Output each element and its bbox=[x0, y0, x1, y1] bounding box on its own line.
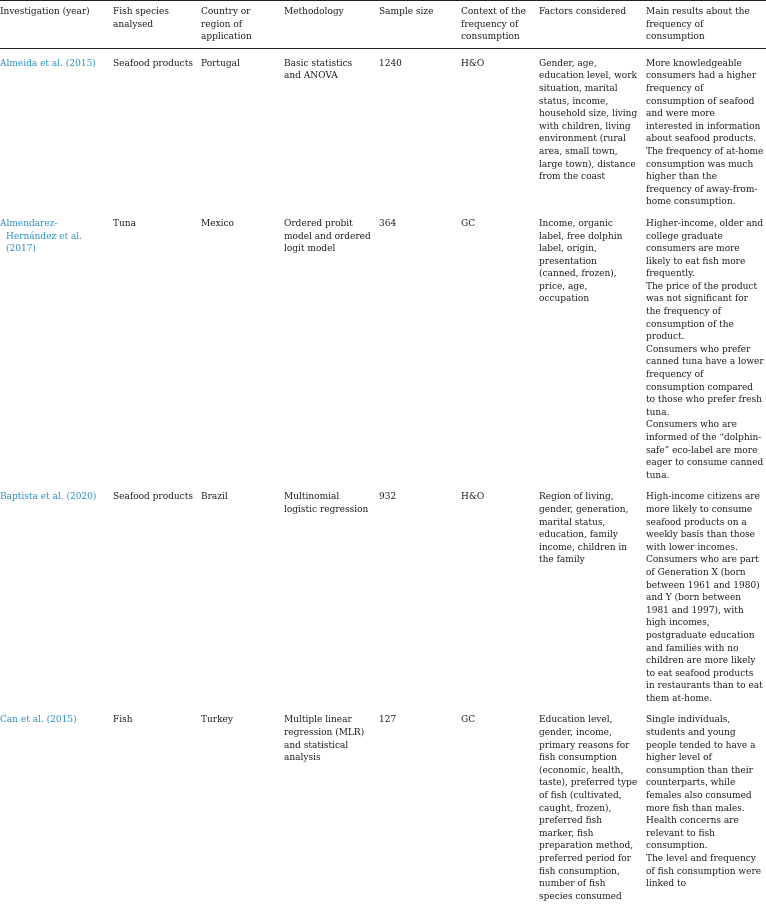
cell-sample-size: 127 bbox=[379, 715, 397, 726]
cell-methodology: Ordered probit model and ordered logit model bbox=[284, 218, 371, 255]
header-investigation: Investigation (year) bbox=[0, 0, 109, 48]
cell-sample-size: 932 bbox=[379, 492, 397, 503]
result-paragraph: Single individuals, students and young people tended to have a higher level of consumption than their counterparts, while females also consumed more fish than males. Health concerns are relevant to fish consumption. bbox=[646, 715, 756, 852]
result-paragraph: Consumers who are part of Generation X (born between 1961 and 1980) and Y (born between 1981 and 1997), with high incomes, postgraduate education and families with no children are more likely to eat seafood products in restaurants than to eat them at-home. bbox=[646, 555, 763, 704]
table-header-row bbox=[0, 0, 766, 48]
header-country: Country or region of application bbox=[197, 0, 280, 48]
cell-reference bbox=[0, 209, 109, 482]
result-paragraph: Consumers who prefer canned tuna have a lower frequency of consumption compared to those who prefer fresh tuna. bbox=[646, 344, 764, 418]
cell-context: H&O bbox=[461, 492, 485, 503]
reference-link[interactable]: Almendarez-Hernández et al. (2017) bbox=[0, 218, 83, 255]
cell-results bbox=[642, 209, 766, 482]
cell-reference bbox=[0, 482, 109, 705]
cell-reference bbox=[0, 48, 109, 209]
cell-country: Brazil bbox=[201, 492, 228, 503]
result-paragraph: High-income citizens are more likely to consume seafood products on a weekly basis than those with lower incomes. bbox=[646, 492, 760, 553]
cell-sample-size: 364 bbox=[379, 218, 397, 229]
table-row bbox=[0, 48, 766, 209]
cell-methodology: Multinomial logistic regression bbox=[284, 492, 369, 515]
header-methodology: Methodology bbox=[280, 0, 375, 48]
header-factors: Factors considered bbox=[535, 0, 642, 48]
result-paragraph: Consumers who are informed of the “dolphin-safe” eco-label are more eager to consume canned tuna. bbox=[646, 420, 764, 481]
cell-country: Portugal bbox=[201, 58, 240, 69]
result-paragraph: More knowledgeable consumers had a higher frequency of consumption of seafood and were more interested in information about seafood products. bbox=[646, 58, 761, 145]
cell-species: Seafood products bbox=[113, 492, 193, 503]
cell-country: Turkey bbox=[201, 715, 233, 726]
cell-methodology: Basic statistics and ANOVA bbox=[284, 58, 353, 82]
cell-country: Mexico bbox=[201, 218, 234, 229]
table-row bbox=[0, 705, 766, 903]
cell-reference bbox=[0, 705, 109, 903]
header-main-results: Main results about the frequency of consumption bbox=[642, 0, 766, 48]
result-paragraph: The price of the product was not significant for the frequency of consumption of the product. bbox=[646, 281, 758, 343]
result-paragraph: The frequency of at-home consumption was much higher than the frequency of away-from-home consumption. bbox=[646, 146, 764, 208]
cell-context: GC bbox=[461, 218, 476, 229]
cell-results bbox=[642, 48, 766, 209]
result-paragraph: The level and frequency of fish consumption were linked to bbox=[646, 854, 762, 890]
cell-methodology: Multiple linear regression (MLR) and statistical analysis bbox=[284, 715, 365, 764]
header-fish-species: Fish species analysed bbox=[109, 0, 197, 48]
table-top-rule bbox=[0, 0, 766, 1]
cell-factors: Education level, gender, income, primary reasons for fish consumption (economic, health, taste), preferred type of fish (cultivated, caught, frozen), preferred fish marker, fish preparation method, preferred period for fish consumption, number of fish species consumed bbox=[539, 715, 638, 902]
cell-factors: Income, organic label, free dolphin label, origin, presentation (canned, frozen), price, age, occupation bbox=[539, 218, 623, 305]
table-row bbox=[0, 209, 766, 482]
cell-species: Tuna bbox=[113, 218, 136, 229]
table-row bbox=[0, 482, 766, 705]
cell-species: Seafood products bbox=[113, 58, 193, 69]
reference-link[interactable]: Almeida et al. (2015) bbox=[0, 58, 96, 69]
cell-sample-size: 1240 bbox=[379, 58, 402, 69]
cell-context: H&O bbox=[461, 58, 485, 69]
reference-link[interactable]: Can et al. (2015) bbox=[0, 715, 77, 726]
cell-species: Fish bbox=[113, 715, 133, 726]
cell-factors: Gender, age, education level, work situation, marital status, income, household size, living with children, living environment (rural area, small town, large town), distance from the coast bbox=[539, 58, 638, 183]
result-paragraph: Higher-income, older and college graduate consumers are more likely to eat fish more frequently. bbox=[646, 218, 764, 280]
cell-factors: Region of living, gender, generation, marital status, education, family income, children in the family bbox=[539, 492, 629, 566]
header-context: Context of the frequency of consumption bbox=[457, 0, 535, 48]
cell-results bbox=[642, 705, 766, 903]
header-sample-size: Sample size bbox=[375, 0, 457, 48]
reference-link[interactable]: Baptista et al. (2020) bbox=[0, 492, 97, 503]
cell-context: GC bbox=[461, 715, 476, 726]
cell-results bbox=[642, 482, 766, 705]
